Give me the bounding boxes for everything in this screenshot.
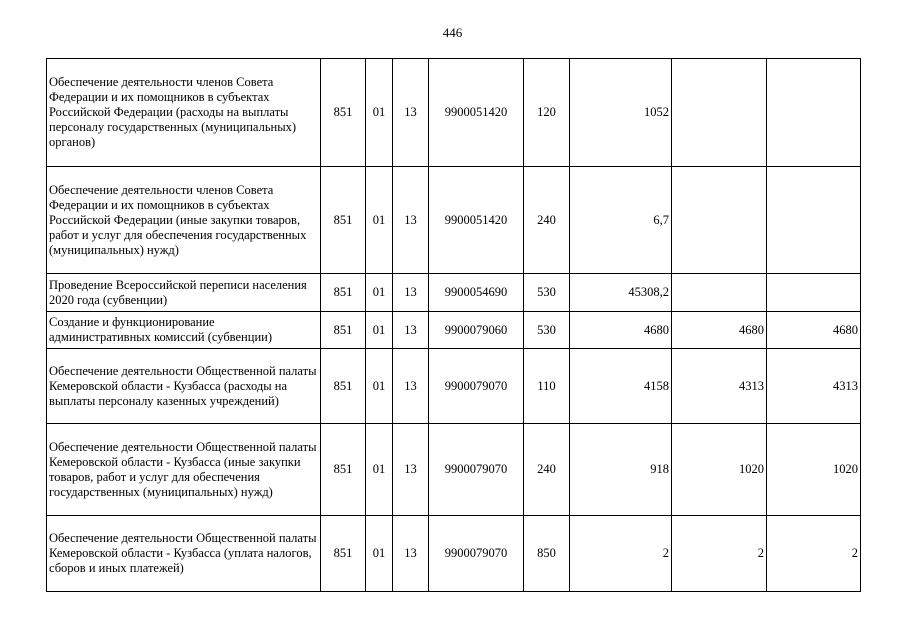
table-row	[47, 349, 861, 424]
target-article-code: 9900051420	[429, 167, 524, 274]
expense-type-code: 530	[524, 274, 570, 312]
section-code: 01	[366, 516, 393, 592]
amount-1: 2	[570, 516, 672, 592]
row-description: Обеспечение деятельности Общественной палаты Кемеровской области - Кузбасса (уплата налогов, сборов и иных платежей)	[47, 516, 321, 592]
table-row	[47, 312, 861, 349]
ministry-code: 851	[321, 349, 366, 424]
row-description: Создание и функционирование административных комиссий (субвенции)	[47, 312, 321, 349]
amount-3: 1020	[767, 424, 861, 516]
budget-table	[46, 58, 861, 592]
table-row	[47, 274, 861, 312]
subsection-code: 13	[393, 167, 429, 274]
expense-type-code: 850	[524, 516, 570, 592]
target-article-code: 9900079070	[429, 424, 524, 516]
amount-3: 4313	[767, 349, 861, 424]
amount-2: 1020	[672, 424, 767, 516]
target-article-code: 9900054690	[429, 274, 524, 312]
expense-type-code: 240	[524, 167, 570, 274]
amount-1: 6,7	[570, 167, 672, 274]
amount-3	[767, 167, 861, 274]
expense-type-code: 120	[524, 59, 570, 167]
row-description: Обеспечение деятельности членов Совета Федерации и их помощников в субъектах Российской Федерации (иные закупки товаров, работ и услуг для обеспечения государственных (муниципальных) нужд)	[47, 167, 321, 274]
target-article-code: 9900079070	[429, 516, 524, 592]
subsection-code: 13	[393, 516, 429, 592]
subsection-code: 13	[393, 274, 429, 312]
ministry-code: 851	[321, 516, 366, 592]
section-code: 01	[366, 59, 393, 167]
section-code: 01	[366, 349, 393, 424]
section-code: 01	[366, 167, 393, 274]
subsection-code: 13	[393, 312, 429, 349]
row-description: Обеспечение деятельности Общественной палаты Кемеровской области - Кузбасса (расходы на выплаты персоналу казенных учреждений)	[47, 349, 321, 424]
page-number: 446	[442, 25, 463, 40]
amount-1: 45308,2	[570, 274, 672, 312]
expense-type-code: 530	[524, 312, 570, 349]
subsection-code: 13	[393, 349, 429, 424]
ministry-code: 851	[321, 274, 366, 312]
amount-2	[672, 59, 767, 167]
amount-1: 1052	[570, 59, 672, 167]
expense-type-code: 110	[524, 349, 570, 424]
ministry-code: 851	[321, 424, 366, 516]
ministry-code: 851	[321, 59, 366, 167]
row-description: Проведение Всероссийской переписи населения 2020 года (субвенции)	[47, 274, 321, 312]
target-article-code: 9900079070	[429, 349, 524, 424]
amount-3	[767, 274, 861, 312]
amount-3	[767, 59, 861, 167]
target-article-code: 9900079060	[429, 312, 524, 349]
row-description: Обеспечение деятельности членов Совета Федерации и их помощников в субъектах Российской Федерации (расходы на выплаты персоналу государственных (муниципальных) органов)	[47, 59, 321, 167]
amount-1: 4158	[570, 349, 672, 424]
amount-2	[672, 274, 767, 312]
amount-1: 4680	[570, 312, 672, 349]
amount-3: 2	[767, 516, 861, 592]
expense-type-code: 240	[524, 424, 570, 516]
amount-2: 4313	[672, 349, 767, 424]
amount-1: 918	[570, 424, 672, 516]
amount-2: 2	[672, 516, 767, 592]
table-row	[47, 516, 861, 592]
amount-2	[672, 167, 767, 274]
section-code: 01	[366, 274, 393, 312]
table-row	[47, 167, 861, 274]
section-code: 01	[366, 312, 393, 349]
target-article-code: 9900051420	[429, 59, 524, 167]
ministry-code: 851	[321, 312, 366, 349]
subsection-code: 13	[393, 59, 429, 167]
section-code: 01	[366, 424, 393, 516]
table-row	[47, 59, 861, 167]
amount-3: 4680	[767, 312, 861, 349]
row-description: Обеспечение деятельности Общественной палаты Кемеровской области - Кузбасса (иные закупки товаров, работ и услуг для обеспечения государственных (муниципальных) нужд)	[47, 424, 321, 516]
ministry-code: 851	[321, 167, 366, 274]
table-row	[47, 424, 861, 516]
amount-2: 4680	[672, 312, 767, 349]
subsection-code: 13	[393, 424, 429, 516]
